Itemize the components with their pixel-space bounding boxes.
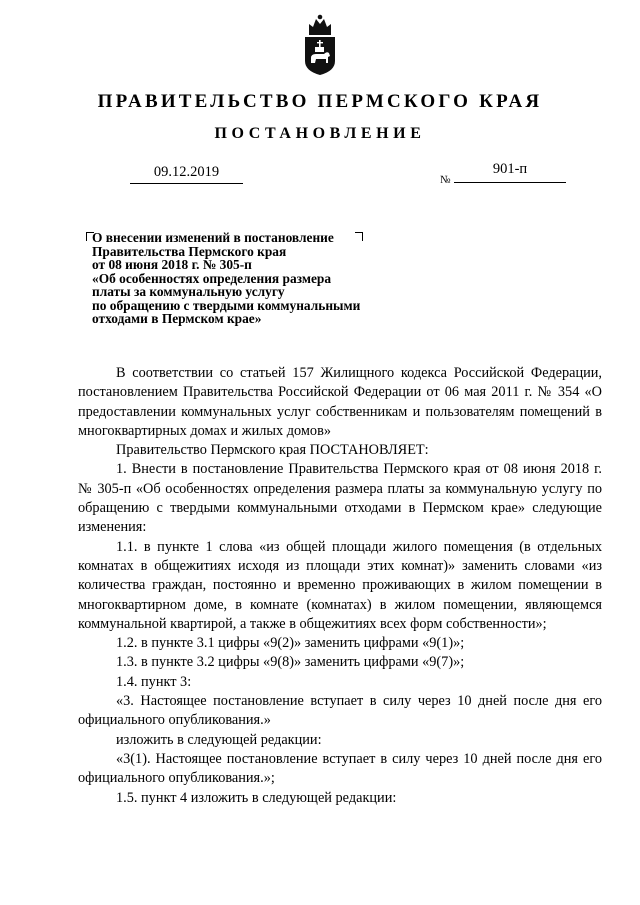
- subject-line: от 08 июня 2018 г. № 305-п: [92, 257, 252, 272]
- subject-line: платы за коммунальную услугу: [92, 284, 285, 299]
- body-paragraph: 1.5. пункт 4 изложить в следующей редакции:: [116, 789, 397, 806]
- body-paragraph: «3. Настоящее постановление вступает в силу через 10 дней после дня его официального опубликования.»: [78, 693, 602, 729]
- body-paragraph: 1. Внести в постановление Правительства Пермского края от 08 июня 2018 г. № 305-п «Об особенностях определения размера платы за коммунальную услугу по обращению с твердыми коммунальными отходами в Пермском крае» следующие изменения:: [78, 461, 602, 536]
- date-underline: [130, 183, 243, 184]
- subject-line: Правительства Пермского края: [92, 243, 287, 259]
- body-paragraph: 1.4. пункт 3:: [116, 673, 192, 690]
- document-body: [78, 364, 602, 808]
- subject-line: О внесении изменений в постановление: [92, 230, 334, 245]
- subject-line: «Об особенностях определения размера: [92, 270, 332, 286]
- number-value: 901-п: [492, 161, 528, 177]
- subject-line: отходами в Пермском крае»: [92, 311, 262, 326]
- body-paragraph: Правительство Пермского края ПОСТАНОВЛЯЕТ:: [116, 442, 429, 459]
- organization-title: ПРАВИТЕЛЬСТВО ПЕРМСКОГО КРАЯ: [97, 91, 543, 112]
- document-type: ПОСТАНОВЛЕНИЕ: [214, 125, 426, 142]
- body-paragraph: 1.3. в пункте 3.2 цифры «9(8)» заменить цифрами «9(7)»;: [116, 654, 465, 671]
- document-subject: [92, 231, 392, 326]
- number-sign: №: [440, 174, 451, 186]
- body-paragraph: 1.2. в пункте 3.1 цифры «9(2)» заменить цифрами «9(1)»;: [116, 635, 465, 652]
- body-paragraph: «3(1). Настоящее постановление вступает в силу через 10 дней после дня его официального опубликования.»;: [78, 750, 602, 787]
- document-date: [130, 163, 243, 184]
- subject-line: по обращению с твердыми коммунальными: [92, 297, 361, 313]
- body-paragraph: В соответствии со статьей 157 Жилищного кодекса Российской Федерации, постановлением Правительства Российской Федерации от 06 мая 2011 г. № 354 «О предоставлении коммунальных услуг собственникам и пользователям помещений в многоквартирных домах и жилых домов»: [78, 365, 602, 439]
- body-paragraph: изложить в следующей редакции:: [116, 731, 322, 748]
- coat-of-arms-emblem: [302, 12, 338, 76]
- body-paragraph: 1.1. в пункте 1 слова «из общей площади жилого помещения (в отдельных комнатах в общежитиях исходя из площади этих комнат)» заменить словами «из количества граждан, постоянно и временно проживающих в жилом помещении в многоквартирном доме, в комнате (комнатах) в жилом помещении, являющемся коммунальной квартирой, а также в общежитиях всех форм собственности»;: [78, 538, 602, 632]
- number-underline: [454, 182, 566, 183]
- date-value: 09.12.2019: [153, 164, 220, 180]
